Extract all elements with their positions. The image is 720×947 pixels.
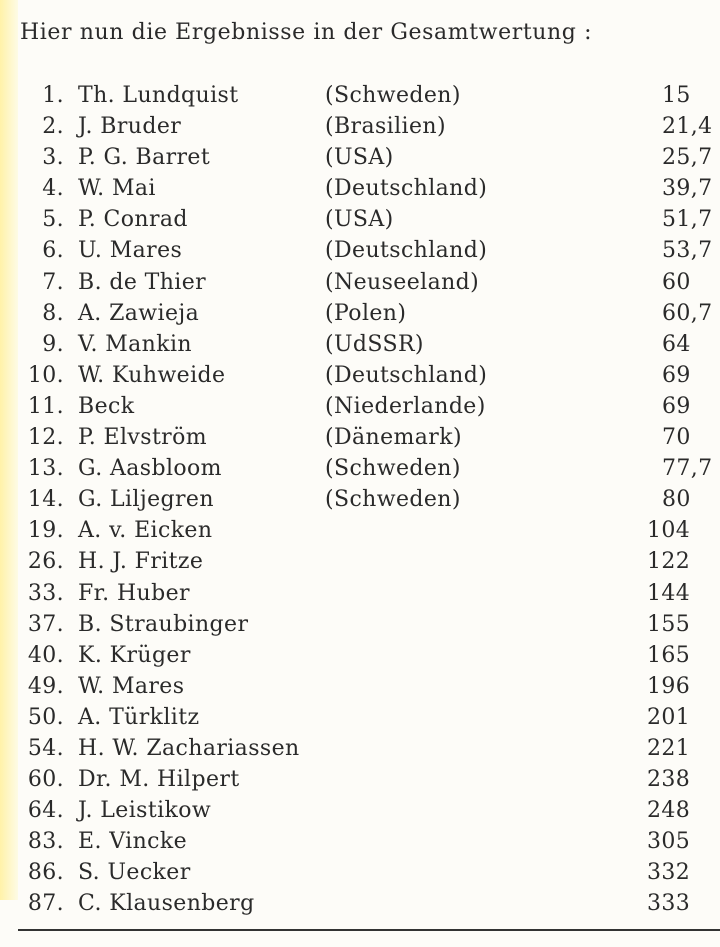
result-country: (USA): [325, 207, 394, 233]
result-name: A. Türklitz: [78, 704, 200, 730]
result-name: Dr. M. Hilpert: [78, 767, 240, 793]
result-rank: 5.: [42, 207, 64, 233]
result-score: 39,7: [662, 176, 713, 202]
result-score: 238: [647, 767, 691, 793]
result-row: [0, 733, 720, 764]
result-country: (Schweden): [325, 487, 461, 513]
result-name: H. J. Fritze: [78, 549, 204, 575]
result-row: [0, 204, 720, 235]
result-rank: 33.: [27, 580, 64, 606]
result-name: B. Straubinger: [78, 611, 249, 637]
result-score: 60,7: [662, 300, 713, 326]
result-rank: 13.: [27, 456, 64, 482]
result-row: [0, 795, 720, 826]
result-score: 201: [647, 704, 691, 730]
result-country: (UdSSR): [325, 331, 424, 357]
result-row: [0, 578, 720, 609]
result-rank: 1.: [42, 83, 64, 108]
result-rank: 64.: [27, 798, 64, 824]
result-row: [0, 826, 720, 857]
result-name: Beck: [78, 393, 135, 419]
result-score: 70: [662, 425, 691, 451]
result-rank: 8.: [42, 300, 64, 326]
result-row: [0, 453, 720, 484]
result-score: 196: [647, 673, 691, 699]
result-score: 332: [647, 860, 691, 886]
result-score: 64: [662, 331, 691, 357]
result-name: A. Zawieja: [78, 300, 200, 326]
results-list: [0, 80, 720, 920]
result-row: [0, 329, 720, 360]
result-name: A. v. Eicken: [78, 518, 213, 544]
result-row: [0, 80, 720, 111]
result-rank: 9.: [42, 331, 64, 357]
result-row: [0, 298, 720, 329]
result-country: (USA): [325, 145, 394, 171]
result-score: 221: [647, 735, 691, 761]
result-country: (Deutschland): [325, 176, 488, 202]
result-row: [0, 391, 720, 422]
result-country: (Deutschland): [325, 362, 488, 388]
intro-text: Hier nun die Ergebnisse in der Gesamtwertung :: [20, 20, 593, 45]
result-name: Th. Lundquist: [78, 83, 239, 108]
result-name: C. Klausenberg: [78, 891, 255, 917]
result-row: [0, 422, 720, 453]
result-score: 305: [647, 829, 691, 855]
result-score: 155: [647, 611, 691, 637]
result-rank: 4.: [42, 176, 64, 202]
result-rank: 87.: [27, 891, 64, 917]
result-rank: 26.: [27, 549, 64, 575]
result-row: [0, 764, 720, 795]
result-score: 60: [662, 269, 691, 295]
result-score: 21,4: [662, 114, 713, 140]
result-name: P. Conrad: [78, 207, 188, 233]
result-name: G. Aasbloom: [78, 456, 222, 482]
result-name: W. Mares: [78, 673, 185, 699]
result-score: 80: [662, 487, 691, 513]
result-rank: 12.: [27, 425, 64, 451]
result-country: (Niederlande): [325, 393, 486, 419]
result-row: [0, 267, 720, 298]
result-rank: 40.: [27, 642, 64, 668]
result-rank: 10.: [27, 362, 64, 388]
result-row: [0, 671, 720, 702]
result-score: 333: [647, 891, 691, 917]
result-row: [0, 360, 720, 391]
result-name: W. Kuhweide: [78, 362, 226, 388]
result-score: 77,7: [662, 456, 713, 482]
result-name: Fr. Huber: [78, 580, 190, 606]
result-score: 104: [647, 518, 691, 544]
result-rank: 14.: [27, 487, 64, 513]
result-name: H. W. Zachariassen: [78, 735, 300, 761]
result-name: K. Krüger: [78, 642, 191, 668]
result-row: [0, 142, 720, 173]
result-name: E. Vincke: [78, 829, 188, 855]
result-name: P. G. Barret: [78, 145, 211, 171]
result-country: (Brasilien): [325, 114, 446, 140]
result-country: (Polen): [325, 300, 407, 326]
result-country: (Schweden): [325, 456, 461, 482]
result-rank: 49.: [27, 673, 64, 699]
result-rank: 86.: [27, 860, 64, 886]
result-score: 248: [647, 798, 691, 824]
result-row: [0, 546, 720, 577]
result-row: [0, 888, 720, 919]
result-name: G. Liljegren: [78, 487, 214, 513]
result-score: 144: [647, 580, 691, 606]
result-rank: 60.: [27, 767, 64, 793]
result-rank: 7.: [42, 269, 64, 295]
result-score: 25,7: [662, 145, 713, 171]
result-rank: 83.: [27, 829, 64, 855]
bottom-rule: [18, 929, 720, 931]
result-rank: 3.: [42, 145, 64, 171]
result-score: 51,7: [662, 207, 713, 233]
result-name: S. Uecker: [78, 860, 191, 886]
result-name: P. Elvström: [78, 425, 208, 451]
result-rank: 19.: [27, 518, 64, 544]
result-row: [0, 609, 720, 640]
result-name: W. Mai: [78, 176, 156, 202]
result-row: [0, 857, 720, 888]
result-name: V. Mankin: [78, 331, 192, 357]
result-row: [0, 484, 720, 515]
result-score: 122: [647, 549, 691, 575]
result-score: 165: [647, 642, 691, 668]
result-score: 53,7: [662, 238, 713, 264]
result-score: 69: [662, 393, 691, 419]
result-row: [0, 640, 720, 671]
result-row: [0, 515, 720, 546]
result-rank: 37.: [27, 611, 64, 637]
result-row: [0, 235, 720, 266]
result-country: (Dänemark): [325, 425, 462, 451]
result-name: B. de Thier: [78, 269, 207, 295]
result-score: 69: [662, 362, 691, 388]
result-score: 15: [662, 83, 691, 108]
result-row: [0, 111, 720, 142]
result-name: J. Bruder: [78, 114, 182, 140]
result-country: (Schweden): [325, 83, 461, 108]
result-rank: 50.: [27, 704, 64, 730]
result-row: [0, 702, 720, 733]
result-row: [0, 173, 720, 204]
result-name: J. Leistikow: [78, 798, 212, 824]
result-rank: 6.: [42, 238, 64, 264]
result-rank: 54.: [27, 735, 64, 761]
result-name: U. Mares: [78, 238, 183, 264]
result-country: (Neuseeland): [325, 269, 480, 295]
result-rank: 11.: [27, 393, 64, 419]
result-country: (Deutschland): [325, 238, 488, 264]
result-rank: 2.: [42, 114, 64, 140]
